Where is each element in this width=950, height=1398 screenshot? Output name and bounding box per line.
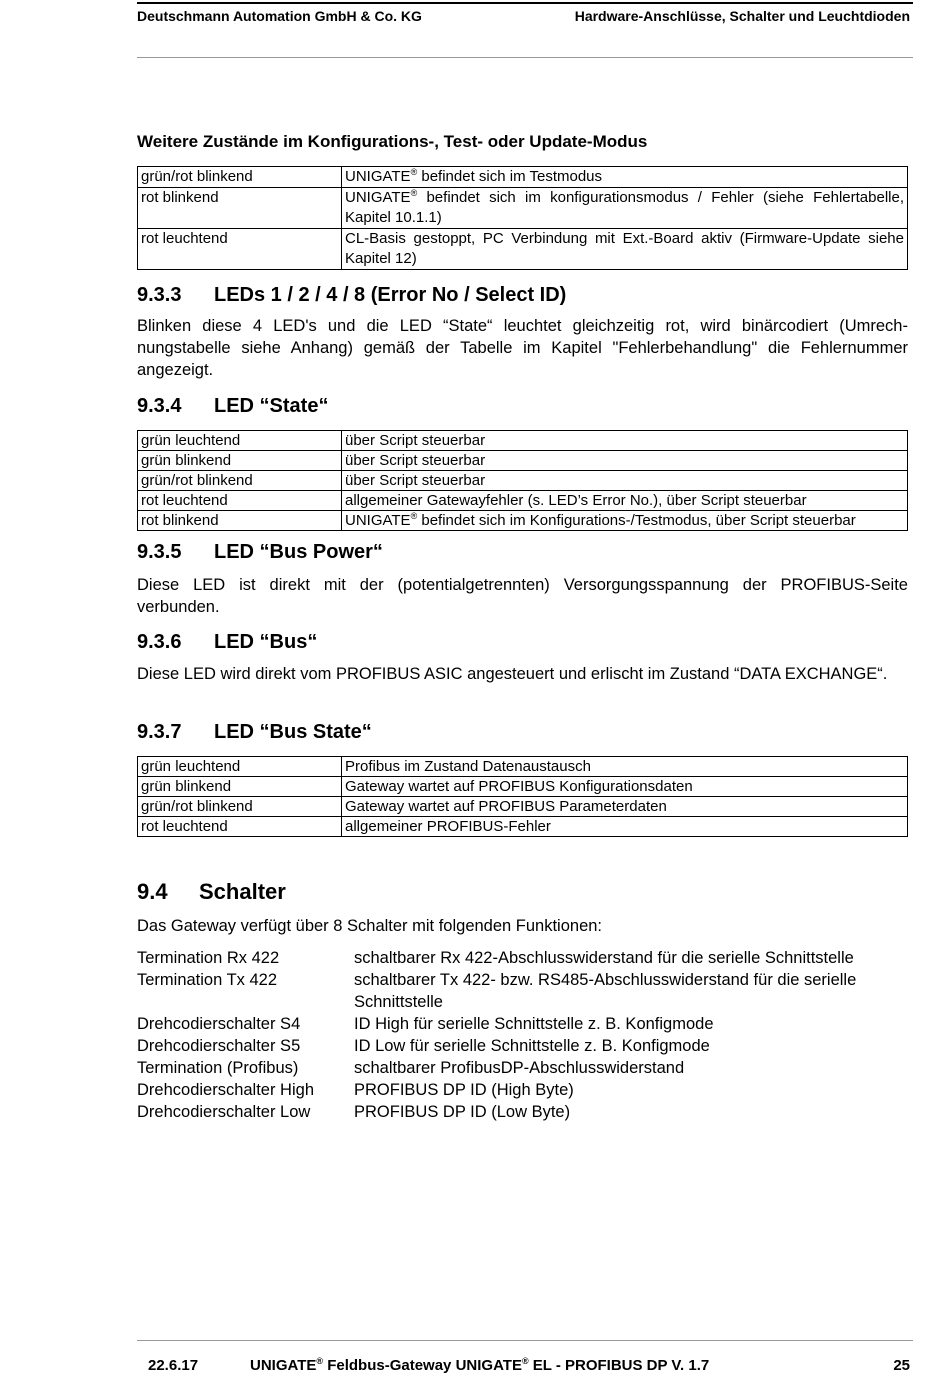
switch-name: Drehcodierschalter S5 bbox=[137, 1037, 301, 1055]
section-number: 9.4 bbox=[137, 879, 168, 904]
description-cell bbox=[342, 471, 908, 491]
description-cell bbox=[342, 511, 908, 531]
table-row bbox=[138, 229, 908, 270]
paragraph-9-3-3: Blinken diese 4 LED's und die LED “State“ leuchtet gleichzeitig rot, wird binärcodiert (Umrechnungstabelle siehe Anhang) gemäß der Tabelle im Kapitel "Fehlerbehandlung" die Fehlernummer angezeigt. bbox=[137, 317, 908, 379]
section-heading-9-4 bbox=[137, 879, 286, 905]
switch-description: PROFIBUS DP ID (Low Byte) bbox=[354, 1103, 571, 1121]
section-title: LED “Bus“ bbox=[214, 631, 318, 653]
description-prefix: UNIGATE bbox=[345, 512, 411, 529]
table-modes-body bbox=[138, 167, 908, 270]
description-cell bbox=[342, 451, 908, 471]
footer-title-b: Feldbus-Gateway UNIGATE bbox=[323, 1357, 522, 1374]
section-number: 9.3.7 bbox=[137, 721, 182, 743]
table-row bbox=[138, 451, 908, 471]
section-title: LED “State“ bbox=[214, 395, 329, 417]
paragraph-9-3-6: Diese LED wird direkt vom PROFIBUS ASIC angesteuert und erlischt im Zustand “DATA EXCHANGE“. bbox=[137, 665, 888, 683]
description-cell bbox=[342, 229, 908, 270]
switch-item bbox=[137, 969, 917, 1013]
registered-mark: ® bbox=[410, 167, 418, 177]
led-state-cell: rot leuchtend bbox=[138, 491, 342, 511]
switch-name: Termination (Profibus) bbox=[137, 1059, 299, 1077]
table-led-state bbox=[137, 430, 908, 531]
section-number: 9.3.4 bbox=[137, 395, 182, 417]
description-text: über Script steuerbar bbox=[345, 472, 486, 489]
switch-description: schaltbarer ProfibusDP-Abschlusswiderstand bbox=[354, 1059, 685, 1077]
description-text: allgemeiner Gatewayfehler (s. LED’s Error No.), über Script steuerbar bbox=[345, 492, 807, 509]
footer-title-c: EL - PROFIBUS DP V. 1.7 bbox=[528, 1357, 710, 1374]
subheading-modes: Weitere Zustände im Konfigurations-, Test- oder Update-Modus bbox=[137, 132, 648, 151]
switch-description: ID High für serielle Schnittstelle z. B. Konfigmode bbox=[354, 1015, 714, 1033]
table-row bbox=[138, 491, 908, 511]
description-text: befindet sich im konfigurationsmodus / Fehler (siehe Fehlertabelle, Kapitel 10.1.1) bbox=[345, 189, 904, 226]
switch-item bbox=[137, 1101, 917, 1123]
footer-title-a: UNIGATE bbox=[250, 1357, 317, 1374]
description-cell bbox=[342, 491, 908, 511]
led-state-cell: grün/rot blinkend bbox=[138, 797, 342, 817]
paragraph-9-3-5: Diese LED ist direkt mit der (potentialgetrennten) Versorgungsspannung der PROFIBUS-Seite verbunden. bbox=[137, 576, 908, 616]
description-cell bbox=[342, 431, 908, 451]
footer-date: 22.6.17 bbox=[148, 1357, 199, 1374]
section-title: Schalter bbox=[199, 879, 286, 904]
switch-name: Drehcodierschalter Low bbox=[137, 1103, 311, 1121]
table-row bbox=[138, 188, 908, 229]
header-chapter: Hardware-Anschlüsse, Schalter und Leuchtdioden bbox=[574, 8, 910, 24]
description-text: befindet sich im Testmodus bbox=[417, 168, 603, 185]
switch-item bbox=[137, 1035, 917, 1057]
registered-mark: ® bbox=[410, 511, 418, 521]
switch-item bbox=[137, 947, 917, 969]
table-row bbox=[138, 511, 908, 531]
table-row bbox=[138, 817, 908, 837]
table-row bbox=[138, 431, 908, 451]
footer-title bbox=[250, 1357, 709, 1374]
table-row bbox=[138, 757, 908, 777]
table-row bbox=[138, 167, 908, 188]
table-row bbox=[138, 471, 908, 491]
led-state-cell: grün blinkend bbox=[138, 777, 342, 797]
led-state-cell: grün/rot blinkend bbox=[138, 167, 342, 188]
description-text: über Script steuerbar bbox=[345, 452, 486, 469]
description-text: allgemeiner PROFIBUS-Fehler bbox=[345, 818, 551, 835]
description-text: CL-Basis gestoppt, PC Verbindung mit Ext.-Board aktiv (Firmware-Update siehe Kapitel 12) bbox=[345, 230, 904, 267]
section-heading-9-3-6 bbox=[137, 631, 317, 654]
switch-description: schaltbarer Tx 422- bzw. RS485-Abschlusswiderstand für die serielle Schnittstelle bbox=[354, 971, 857, 1011]
switch-description: PROFIBUS DP ID (High Byte) bbox=[354, 1081, 574, 1099]
description-cell bbox=[342, 797, 908, 817]
header-rule-bottom bbox=[137, 57, 913, 58]
description-cell bbox=[342, 777, 908, 797]
table-modes bbox=[137, 166, 908, 270]
section-title: LED “Bus Power“ bbox=[214, 541, 383, 563]
led-state-cell: rot leuchtend bbox=[138, 817, 342, 837]
led-state-cell: rot blinkend bbox=[138, 511, 342, 531]
table-row bbox=[138, 777, 908, 797]
switch-name: Termination Tx 422 bbox=[137, 971, 278, 989]
switch-description: schaltbarer Rx 422-Abschlusswiderstand für die serielle Schnittstelle bbox=[354, 949, 854, 967]
footer-rule bbox=[137, 1340, 913, 1341]
section-number: 9.3.3 bbox=[137, 284, 182, 306]
section-number: 9.3.6 bbox=[137, 631, 182, 653]
table-row bbox=[138, 797, 908, 817]
switch-name: Drehcodierschalter S4 bbox=[137, 1015, 301, 1033]
switch-item bbox=[137, 1057, 917, 1079]
description-prefix: UNIGATE bbox=[345, 168, 411, 185]
switch-item bbox=[137, 1079, 917, 1101]
led-state-cell: rot blinkend bbox=[138, 188, 342, 229]
description-cell bbox=[342, 188, 908, 229]
switch-list bbox=[137, 947, 917, 1123]
header-company: Deutschmann Automation GmbH & Co. KG bbox=[137, 8, 422, 24]
paragraph-9-4-intro: Das Gateway verfügt über 8 Schalter mit folgenden Funktionen: bbox=[137, 917, 603, 935]
led-state-cell: grün leuchtend bbox=[138, 431, 342, 451]
switch-name: Drehcodierschalter High bbox=[137, 1081, 314, 1099]
description-text: befindet sich im Konfigurations-/Testmodus, über Script steuerbar bbox=[417, 512, 856, 529]
section-number: 9.3.5 bbox=[137, 541, 182, 563]
registered-mark: ® bbox=[410, 188, 418, 198]
description-cell bbox=[342, 167, 908, 188]
description-prefix: UNIGATE bbox=[345, 189, 411, 206]
description-cell bbox=[342, 757, 908, 777]
table-led-state-body bbox=[138, 431, 908, 531]
led-state-cell: rot leuchtend bbox=[138, 229, 342, 270]
description-text: Profibus im Zustand Datenaustausch bbox=[345, 758, 591, 775]
switch-item bbox=[137, 1013, 917, 1035]
description-text: Gateway wartet auf PROFIBUS Parameterdaten bbox=[345, 798, 667, 815]
section-heading-9-3-7 bbox=[137, 721, 372, 744]
section-title: LED “Bus State“ bbox=[214, 721, 372, 743]
description-text: Gateway wartet auf PROFIBUS Konfigurationsdaten bbox=[345, 778, 693, 795]
section-heading-9-3-5 bbox=[137, 541, 383, 564]
table-bus-state bbox=[137, 756, 908, 837]
registered-mark: ® bbox=[521, 1356, 529, 1366]
switch-description: ID Low für serielle Schnittstelle z. B. Konfigmode bbox=[354, 1037, 710, 1055]
header-rule-top bbox=[137, 2, 913, 4]
section-title: LEDs 1 / 2 / 4 / 8 (Error No / Select ID) bbox=[214, 284, 567, 306]
section-heading-9-3-3 bbox=[137, 284, 566, 307]
section-heading-9-3-4 bbox=[137, 395, 328, 418]
switch-name: Termination Rx 422 bbox=[137, 949, 280, 967]
registered-mark: ® bbox=[316, 1356, 324, 1366]
description-text: über Script steuerbar bbox=[345, 432, 486, 449]
led-state-cell: grün leuchtend bbox=[138, 757, 342, 777]
led-state-cell: grün/rot blinkend bbox=[138, 471, 342, 491]
led-state-cell: grün blinkend bbox=[138, 451, 342, 471]
table-bus-state-body bbox=[138, 757, 908, 837]
description-cell bbox=[342, 817, 908, 837]
page-number: 25 bbox=[893, 1357, 910, 1374]
